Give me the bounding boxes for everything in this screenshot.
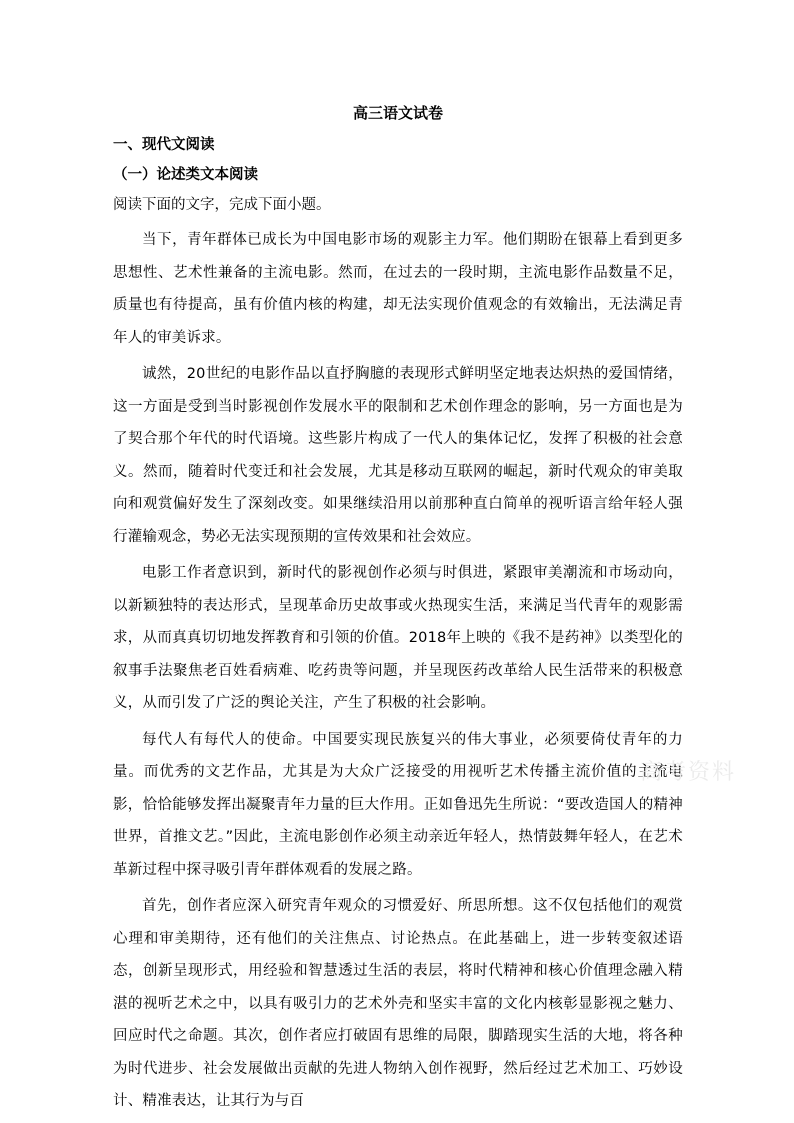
- paragraph-4: 每代人有每代人的使命。中国要实现民族复兴的伟大事业，必须要倚仗青年的力量。而优秀的文艺作品，尤其是为大众广泛接受的用视听艺术传播主流价值的主流电影，恰恰能够发挥出凝聚青年力量的巨大作用。正如鲁迅先生所说：“要改造国人的精神世界，首推文艺。”因此，主流电影创作必须主动亲近年轻人，热情鼓舞年轻人，在艺术革新过程中探寻吸引青年群体观看的发展之路。: [113, 731, 683, 878]
- section-heading: 一、现代文阅读: [113, 137, 215, 153]
- reading-instruction: 阅读下面的文字，完成下面小题。: [113, 197, 331, 213]
- paragraph-2: 诚然，20世纪的电影作品以直抒胸臆的表现形式鲜明坚定地表达炽热的爱国情绪，这一方面是受到当时影视创作发展水平的限制和艺术创作理念的影响，另一方面也是为了契合那个年代的时代语境。这些影片构成了一代人的集体记忆，发挥了积极的社会意义。然而，随着时代变迁和社会发展，尤其是移动互联网的崛起，新时代观众的审美取向和观赏偏好发生了深刻改变。如果继续沿用以前那种直白简单的视听语言给年轻人强行灌输观念，势必无法实现预期的宣传效果和社会效应。: [113, 366, 683, 545]
- subsection-heading: （一）论述类文本阅读: [113, 167, 258, 183]
- paragraph-5: 首先，创作者应深入研究青年观众的习惯爱好、所思所想。这不仅包括他们的观赏心理和审美期待，还有他们的关注焦点、讨论热点。在此基础上，进一步转变叙述语态，创新呈现形式，用经验和智慧透过生活的表层，将时代精神和核心价值理念融入精湛的视听艺术之中，以具有吸引力的艺术外壳和坚实丰富的文化内核彰显影视之魅力、回应时代之命题。其次，创作者应打破固有思维的局限，脚踏现实生活的大地，将各种为时代进步、社会发展做出贡献的先进人物纳入创作视野，然后经过艺术加工、巧妙设计、精准表达，让其行为与百: [113, 898, 683, 1109]
- paragraph-1: 当下，青年群体已成长为中国电影市场的观影主力军。他们期盼在银幕上看到更多思想性、艺术性兼备的主流电影。然而，在过去的一段时期，主流电影作品数量不足，质量也有待提高，虽有价值内核的构建，却无法实现价值观念的有效输出，无法满足青年人的审美诉求。: [113, 232, 683, 346]
- watermark: 高考资料: [640, 760, 737, 785]
- paragraph-3: 电影工作者意识到，新时代的影视创作必须与时俱进，紧跟审美潮流和市场动向，以新颖独特的表达形式，呈现革命历史故事或火热现实生活，来满足当代青年的观影需求，从而真真切切地发挥教育和引领的价值。2018年上映的《我不是药神》以类型化的叙事手法聚焦老百姓看病难、吃药贵等问题，并呈现医药改革给人民生活带来的积极意义，从而引发了广泛的舆论关注，产生了积极的社会影响。: [113, 565, 683, 711]
- document-page: [113, 100, 683, 1122]
- page-title: 高三语文试卷: [352, 104, 443, 122]
